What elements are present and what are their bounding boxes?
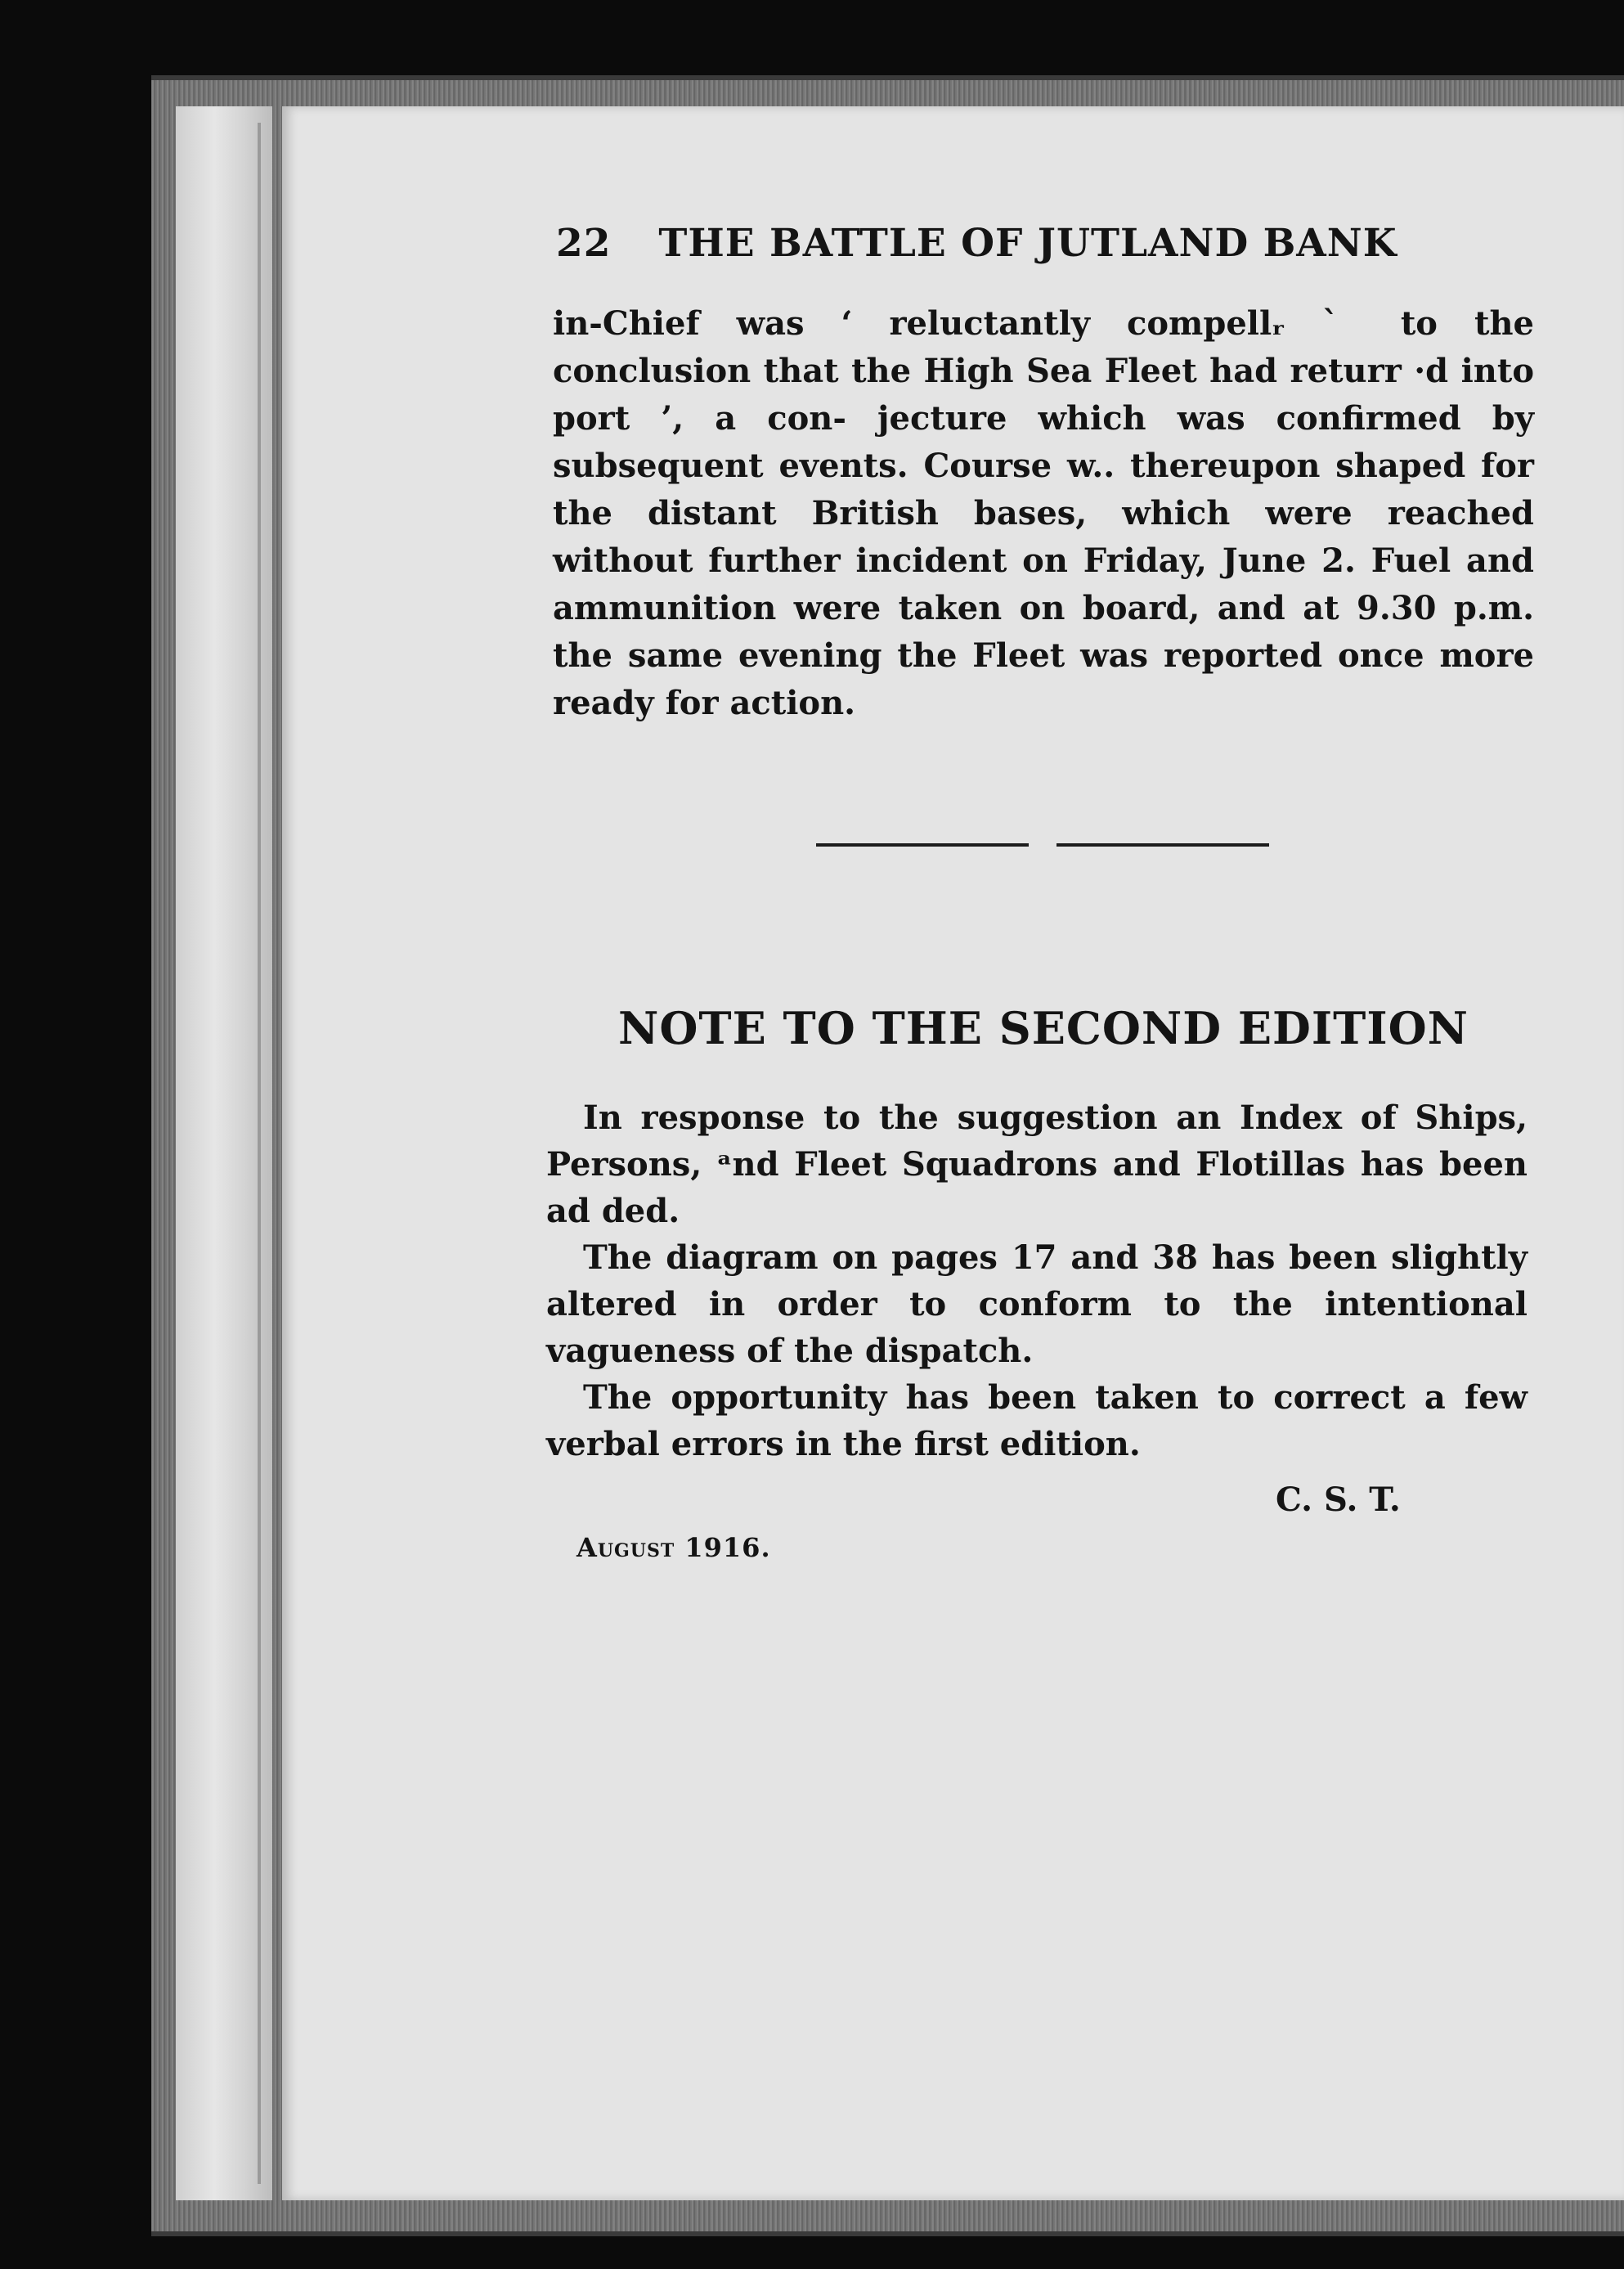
note-paragraph-errors: The opportunity has been taken to correct a few verbal errors in the first edition. bbox=[546, 1378, 1528, 1463]
running-header bbox=[556, 221, 1513, 266]
section-divider-right bbox=[1056, 843, 1269, 847]
section-divider-left bbox=[816, 843, 1029, 847]
body-paragraph: in-Chief was ‘ reluctantly compellᵣ ˋ to the conclusion that the High Sea Fleet had returr ·d into port ’, a con- jecture which was confirmed by subsequent events. Course w.. thereupon shaped for the distant British bases, which were reached without further incident on Friday, June 2. Fuel and ammunition were taken on board, and at 9.30 p.m. the same evening the Fleet was reported once more ready for action. bbox=[553, 304, 1534, 722]
page-fold bbox=[258, 123, 261, 2184]
running-title: THE BATTLE OF JUTLAND BANK bbox=[658, 221, 1397, 266]
note-body bbox=[546, 1094, 1528, 1467]
note-date: August 1916. bbox=[576, 1532, 771, 1563]
note-paragraph-index: In response to the suggestion an Index of Ships, Persons, ᵃnd Fleet Squadrons and Flotillas has been ad ded. bbox=[546, 1099, 1528, 1230]
author-initials: C. S. T. bbox=[1276, 1480, 1401, 1519]
page-number: 22 bbox=[556, 221, 612, 266]
note-paragraph-diagram: The diagram on pages 17 and 38 has been slightly altered in order to conform to the intentional vagueness of the dispatch. bbox=[546, 1238, 1528, 1370]
note-heading: NOTE TO THE SECOND EDITION bbox=[618, 1002, 1469, 1054]
